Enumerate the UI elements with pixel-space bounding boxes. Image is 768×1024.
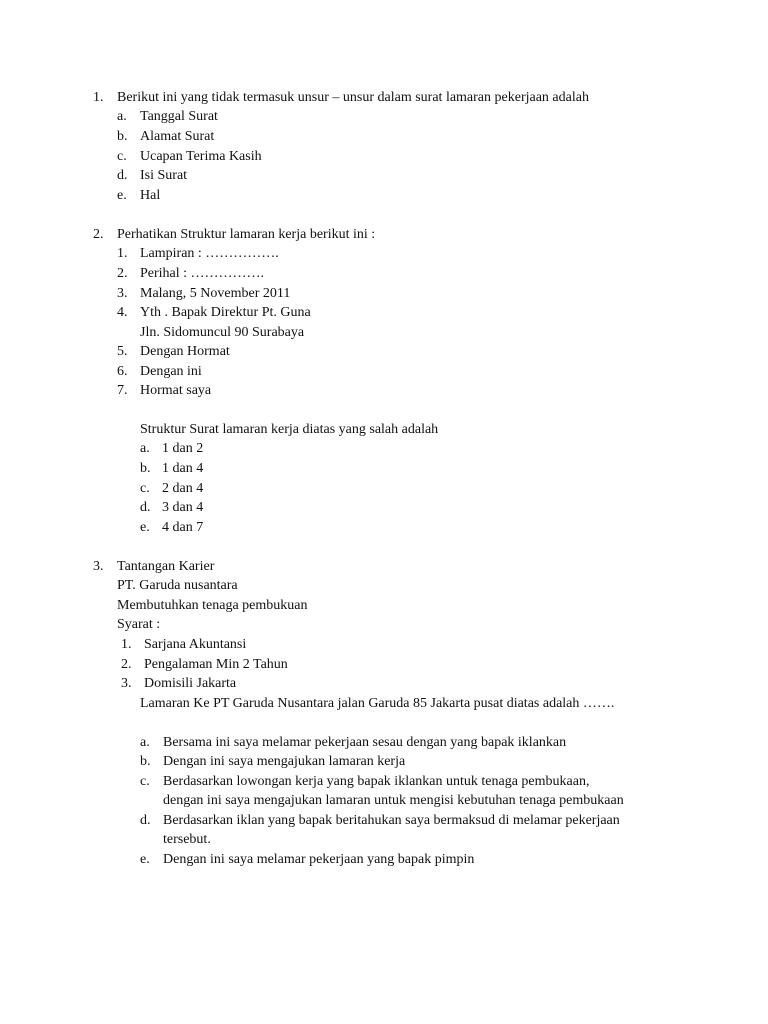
q2-item-text: Dengan ini xyxy=(140,364,202,379)
q1-option-text: Tanggal Surat xyxy=(140,109,218,124)
q3-requirement-number: 1. xyxy=(121,637,132,652)
q2-option-letter: d. xyxy=(140,500,151,515)
q2-item-number: 1. xyxy=(117,246,128,261)
q2-item-text: Yth . Bapak Direktur Pt. Guna xyxy=(140,305,311,320)
q2-item-text: Dengan Hormat xyxy=(140,344,230,359)
q1-number: 1. xyxy=(93,90,104,105)
q1-option-letter: a. xyxy=(117,109,127,124)
q2-option-letter: c. xyxy=(140,481,150,496)
q3-line: Syarat : xyxy=(117,617,161,632)
q1-option-text: Ucapan Terima Kasih xyxy=(140,149,262,164)
q2-option-letter: e. xyxy=(140,520,150,535)
q2-item-text: Hormat saya xyxy=(140,383,212,398)
q3-option-letter: e. xyxy=(140,852,150,867)
q3-requirement-text: Sarjana Akuntansi xyxy=(144,637,247,652)
q1-option-letter: d. xyxy=(117,168,128,183)
q2-option-text: 4 dan 7 xyxy=(162,520,204,535)
q2-item-text: Perihal : ……………. xyxy=(140,266,265,281)
q2-item-number: 4. xyxy=(117,305,128,320)
q3-prompt: Lamaran Ke PT Garuda Nusantara jalan Garuda 85 Jakarta pusat diatas adalah ……. xyxy=(140,696,615,711)
q3-option-text: Dengan ini saya melamar pekerjaan yang bapak pimpin xyxy=(163,852,475,867)
q2-item-number: 3. xyxy=(117,286,128,301)
q1-option-text: Hal xyxy=(140,188,161,203)
q2-option-letter: a. xyxy=(140,441,150,456)
q2-item-number: 5. xyxy=(117,344,128,359)
q3-line: PT. Garuda nusantara xyxy=(117,578,238,593)
q1-option-letter: e. xyxy=(117,188,127,203)
q3-option-text: Berdasarkan iklan yang bapak beritahukan saya bermaksud di melamar pekerjaan xyxy=(163,813,620,828)
q1-option-letter: b. xyxy=(117,129,128,144)
q3-option-text: Bersama ini saya melamar pekerjaan sesau dengan yang bapak iklankan xyxy=(163,735,567,750)
q2-number: 2. xyxy=(93,227,104,242)
q3-option-letter: a. xyxy=(140,735,150,750)
q2-prompt: Struktur Surat lamaran kerja diatas yang salah adalah xyxy=(140,422,439,437)
q3-option-text: tersebut. xyxy=(163,832,211,847)
q2-option-letter: b. xyxy=(140,461,151,476)
q3-number: 3. xyxy=(93,559,104,574)
q2-item-number: 2. xyxy=(117,266,128,281)
q2-item-text: Lampiran : ……………. xyxy=(140,246,279,261)
q1-option-text: Alamat Surat xyxy=(140,129,215,144)
q3-requirement-text: Pengalaman Min 2 Tahun xyxy=(144,657,288,672)
q3-option-letter: d. xyxy=(140,813,151,828)
q2-option-text: 1 dan 4 xyxy=(162,461,204,476)
q1-option-letter: c. xyxy=(117,149,127,164)
q2-option-text: 3 dan 4 xyxy=(162,500,204,515)
q3-line: Membutuhkan tenaga pembukuan xyxy=(117,598,308,613)
q2-text: Perhatikan Struktur lamaran kerja berikut ini : xyxy=(117,227,376,242)
q3-line: Tantangan Karier xyxy=(117,559,215,574)
q2-item-text: Malang, 5 November 2011 xyxy=(140,286,291,301)
q3-option-text: Dengan ini saya mengajukan lamaran kerja xyxy=(163,754,406,769)
q1-text: Berikut ini yang tidak termasuk unsur – unsur dalam surat lamaran pekerjaan adalah xyxy=(117,90,589,105)
q2-item-text: Jln. Sidomuncul 90 Surabaya xyxy=(140,325,305,340)
q2-item-number: 7. xyxy=(117,383,128,398)
q2-item-number: 6. xyxy=(117,364,128,379)
q3-requirement-text: Domisili Jakarta xyxy=(144,676,237,691)
q3-requirement-number: 2. xyxy=(121,657,132,672)
q3-option-letter: b. xyxy=(140,754,151,769)
q3-option-text: dengan ini saya mengajukan lamaran untuk mengisi kebutuhan tenaga pembukaan xyxy=(163,793,624,808)
q3-option-text: Berdasarkan lowongan kerja yang bapak iklankan untuk tenaga pembukaan, xyxy=(163,774,590,789)
q2-option-text: 2 dan 4 xyxy=(162,481,204,496)
q1-option-text: Isi Surat xyxy=(140,168,188,183)
q2-option-text: 1 dan 2 xyxy=(162,441,204,456)
q3-option-letter: c. xyxy=(140,774,150,789)
q3-requirement-number: 3. xyxy=(121,676,132,691)
